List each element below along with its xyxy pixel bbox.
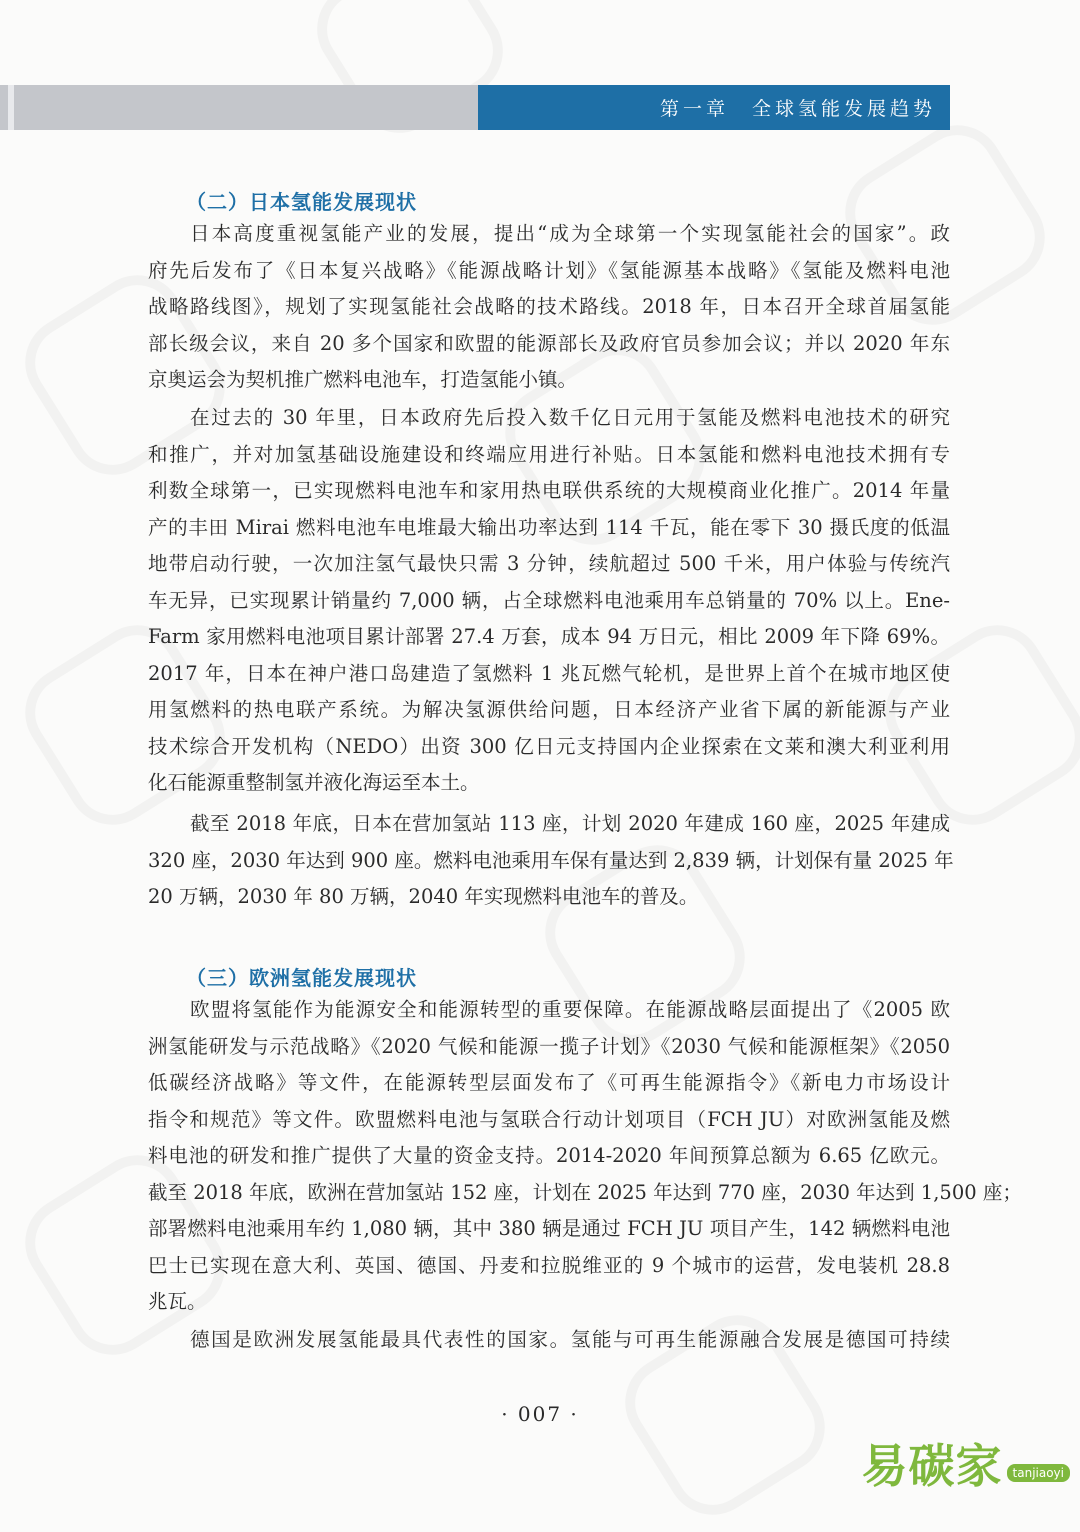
section-heading-europe: （三）欧洲氢能发展现状 <box>186 966 417 990</box>
paragraph <box>148 992 1022 1321</box>
text-line: 日本高度重视氢能产业的发展，提出“成为全球第一个实现氢能社会的国家”。政 <box>190 222 950 245</box>
text-line: 料电池的研发和推广提供了大量的资金支持。2014-2020 年间预算总额为 6.65 亿欧元。 <box>148 1144 950 1167</box>
text-line: 巴士已实现在意大利、英国、德国、丹麦和拉脱维亚的 9 个城市的运营，发电装机 28.8 <box>148 1253 950 1277</box>
header-grey-bar <box>0 85 478 130</box>
text-line: 截至 2018 年底，日本在营加氢站 113 座，计划 2020 年建成 160 座，2025 年建成 <box>190 812 950 835</box>
paragraph <box>148 400 950 802</box>
text-line: 在过去的 30 年里，日本政府先后投入数千亿日元用于氢能及燃料电池技术的研究 <box>190 406 950 429</box>
text-line: 洲氢能研发与示范战略》《2020 气候和能源一揽子计划》《2030 气候和能源框架》《2050 <box>148 1034 950 1058</box>
text-line: 部长级会议，来自 20 多个国家和欧盟的能源部长及政府官员参加会议；并以 2020 年东 <box>148 331 950 355</box>
text-line: 京奥运会为契机推广燃料电池车，打造氢能小镇。 <box>148 368 578 391</box>
text-line: 地带启动行驶，一次加注氢气最快只需 3 分钟，续航超过 500 千米，用户体验与传统汽 <box>148 552 950 575</box>
text-line: 20 万辆，2030 年 80 万辆，2040 年实现燃料电池车的普及。 <box>148 885 699 908</box>
text-line: 用氢燃料的热电联产系统。为解决氢源供给问题，日本经济产业省下属的新能源与产业 <box>148 698 950 721</box>
text-line: 技术综合开发机构（NEDO）出资 300 亿日元支持国内企业探索在文莱和澳大利亚利用 <box>148 734 950 758</box>
text-line: 指令和规范》等文件。欧盟燃料电池与氢联合行动计划项目（FCH JU）对欧洲氢能及燃 <box>148 1107 950 1131</box>
text-line: Farm 家用燃料电池项目累计部署 27.4 万套，成本 94 万日元，相比 2009 年下降 69%。 <box>148 625 950 648</box>
chapter-title: 第一章 全球氢能发展趋势 <box>659 98 936 120</box>
text-line: 低碳经济战略》等文件，在能源转型层面发布了《可再生能源指令》《新电力市场设计 <box>148 1071 950 1094</box>
text-line: 2017 年，日本在神户港口岛建造了氢燃料 1 兆瓦燃气轮机，是世界上首个在城市地区使 <box>148 661 950 685</box>
text-line: 产的丰田 Mirai 燃料电池车电堆最大输出功率达到 114 千瓦，能在零下 30 摄氏度的低温 <box>148 515 950 539</box>
text-line: 和推广，并对加氢基础设施建设和终端应用进行补贴。日本氢能和燃料电池技术拥有专 <box>148 442 950 466</box>
text-line: 兆瓦。 <box>148 1290 207 1313</box>
chapter-header <box>478 85 950 130</box>
paragraph <box>148 806 954 916</box>
paragraph <box>148 1322 950 1359</box>
text-line: 化石能源重整制氢并液化海运至本土。 <box>148 771 480 794</box>
text-line: 战略路线图》，规划了实现氢能社会战略的技术路线。2018 年，日本召开全球首届氢能 <box>148 295 950 318</box>
text-line: 320 座，2030 年达到 900 座。燃料电池乘用车保有量达到 2,839 辆，计划保有量 2025 年 <box>148 848 954 872</box>
page-number: · 007 · <box>501 1402 579 1426</box>
text-line: 德国是欧洲发展氢能最具代表性的国家。氢能与可再生能源融合发展是德国可持续 <box>190 1328 950 1351</box>
section-heading-japan: （二）日本氢能发展现状 <box>186 190 417 214</box>
text-line: 府先后发布了《日本复兴战略》《能源战略计划》《氢能源基本战略》《氢能及燃料电池 <box>148 258 950 282</box>
text-line: 利数全球第一，已实现燃料电池车和家用热电联供系统的大规模商业化推广。2014 年量 <box>148 479 950 502</box>
header-accent-strip <box>8 85 14 130</box>
text-line: 截至 2018 年底，欧洲在营加氢站 152 座，计划在 2025 年达到 770 座，2030 年达到 1,500 座； <box>148 1180 1022 1204</box>
site-logo <box>862 1430 1070 1496</box>
text-line: 车无异，已实现累计销量约 7,000 辆，占全球燃料电池乘用车总销量的 70% 以上。Ene- <box>148 588 950 612</box>
logo-brand: 易碳家 <box>861 1439 1003 1493</box>
text-line: 部署燃料电池乘用车约 1,080 辆，其中 380 辆是通过 FCH JU 项目产生，142 辆燃料电池 <box>148 1217 950 1240</box>
text-line: 欧盟将氢能作为能源安全和能源转型的重要保障。在能源战略层面提出了《2005 欧 <box>190 998 950 1021</box>
logo-domain: tanjiaoyi <box>1007 1464 1070 1482</box>
paragraph <box>148 216 950 399</box>
